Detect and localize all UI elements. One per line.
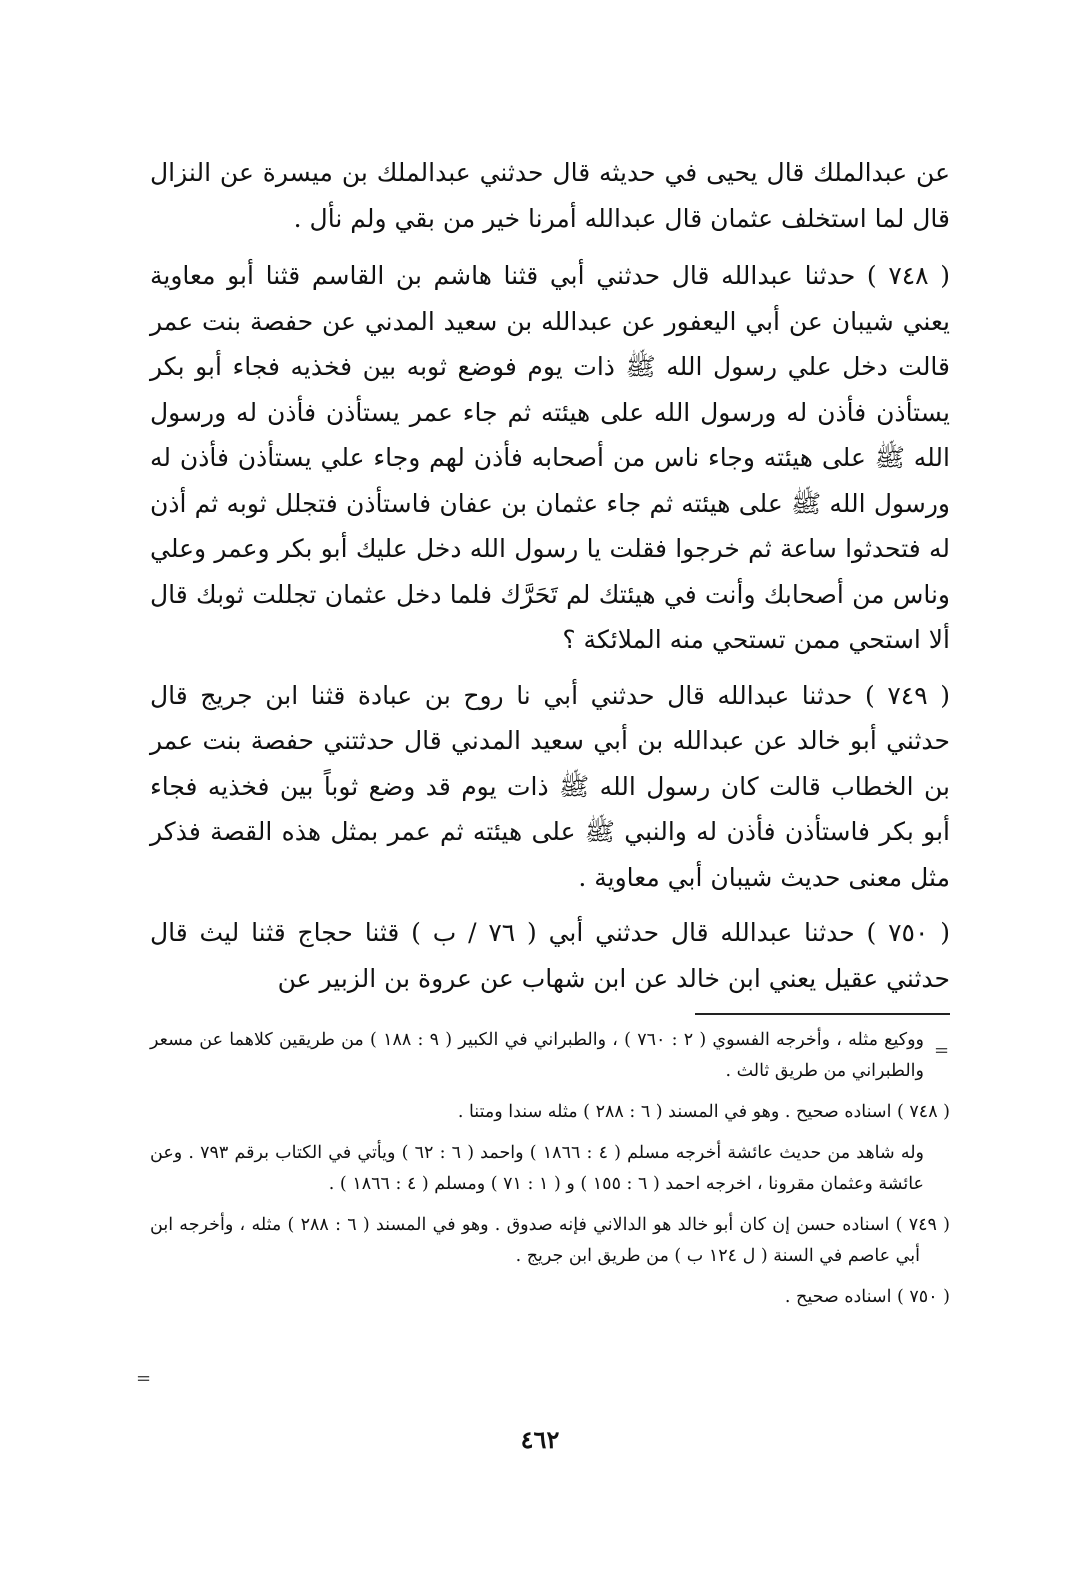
footnote-continuation: ووكيع مثله ، وأخرجه الفسوي ( ٢ : ٧٦٠ ) ، والطبراني في الكبير ( ٩ : ١٨٨ ) من طريقين كلاهما عن مسعر والطبراني من طريق ثالث .	[150, 1030, 924, 1081]
main-text	[150, 150, 950, 1001]
footnote-748: ( ٧٤٨ ) اسناده صحيح . وهو في المسند ( ٦ : ٢٨٨ ) مثله سندا ومتنا .	[457, 1102, 950, 1122]
hadith-749: ( ٧٤٩ ) حدثنا عبدالله قال حدثني أبي نا روح بن عبادة قثنا ابن جريج قال حدثني أبو خالد عن عبدالله بن أبي سعيد المدني قال حدثتني حفصة بنت عمر بن الخطاب قالت كان رسول الله ﷺ ذات يوم قد وضع ثوباً بين فخذيه فجاء أبو بكر فاستأذن فأذن له والنبي ﷺ على هيئته ثم عمر بمثل هذه القصة فذكر مثل معنى حديث شيبان أبي معاوية .	[150, 680, 950, 892]
footnotes	[150, 1025, 950, 1313]
footnote-750: ( ٧٥٠ ) اسناده صحيح .	[784, 1287, 950, 1307]
hadith-750: ( ٧٥٠ ) حدثنا عبدالله قال حدثني أبي ( ٧٦ / ب ) قثنا حجاج قثنا ليث قال حدثني عقيل يعني ابن خالد عن ابن شهاب عن عروة بن الزبير عن	[150, 918, 950, 993]
book-page	[150, 150, 950, 1323]
continuation-mark: =	[136, 1368, 152, 1389]
footnote-749: ( ٧٤٩ ) اسناده حسن إن كان أبو خالد هو الدالاني فإنه صدوق . وهو في المسند ( ٦ : ٢٨٨ ) مثله ، وأخرجه ابن أبي عاصم في السنة ( ل ١٢٤ ب ) من طريق ابن جريج .	[150, 1215, 951, 1266]
footnote-divider	[695, 1013, 950, 1015]
continuation-mark: =	[934, 1040, 950, 1061]
page-number: ٤٦٢	[520, 1425, 560, 1454]
footnote-748-witness: وله شاهد من حديث عائشة أخرجه مسلم ( ٤ : ١٨٦٦ ) واحمد ( ٦ : ٦٢ ) ويأتي في الكتاب برقم ٧٩٣ . وعن عائشة وعثمان مقرونا ، اخرجه احمد ( ٦ : ١٥٥ ) و ( ١ : ٧١ ) ومسلم ( ٤ : ١٨٦٦ ) .	[150, 1143, 924, 1194]
hadith-748: ( ٧٤٨ ) حدثنا عبدالله قال حدثني أبي قثنا هاشم بن القاسم قثنا أبو معاوية يعني شيبان عن أبي اليعفور عن عبدالله بن سعيد المدني عن حفصة بنت عمر قالت دخل علي رسول الله ﷺ ذات يوم فوضع ثوبه بين فخذيه فجاء أبو بكر يستأذن فأذن له ورسول الله على هيئته ثم جاء عمر يستأذن فأذن له ورسول الله ﷺ على هيئته وجاء ناس من أصحابه فأذن لهم وجاء علي يستأذن فأذن له ورسول الله ﷺ على هيئته ثم جاء عثمان بن عفان فاستأذن فتجلل ثوبه ثم أذن له فتحدثوا ساعة ثم خرجوا فقلت يا رسول الله دخل عليك أبو بكر وعمر وعلي وناس من أصحابك وأنت في هيئتك لم تَحَرَّك فلما دخل عثمان تجللت ثوبك قال ألا استحي ممن تستحي منه الملائكة ؟	[150, 261, 950, 654]
paragraph-continuation: عن عبدالملك قال يحيى في حديثه قال حدثني عبدالملك بن ميسرة عن النزال قال لما استخلف عثمان قال عبدالله أمرنا خير من بقي ولم نأل .	[150, 158, 950, 233]
